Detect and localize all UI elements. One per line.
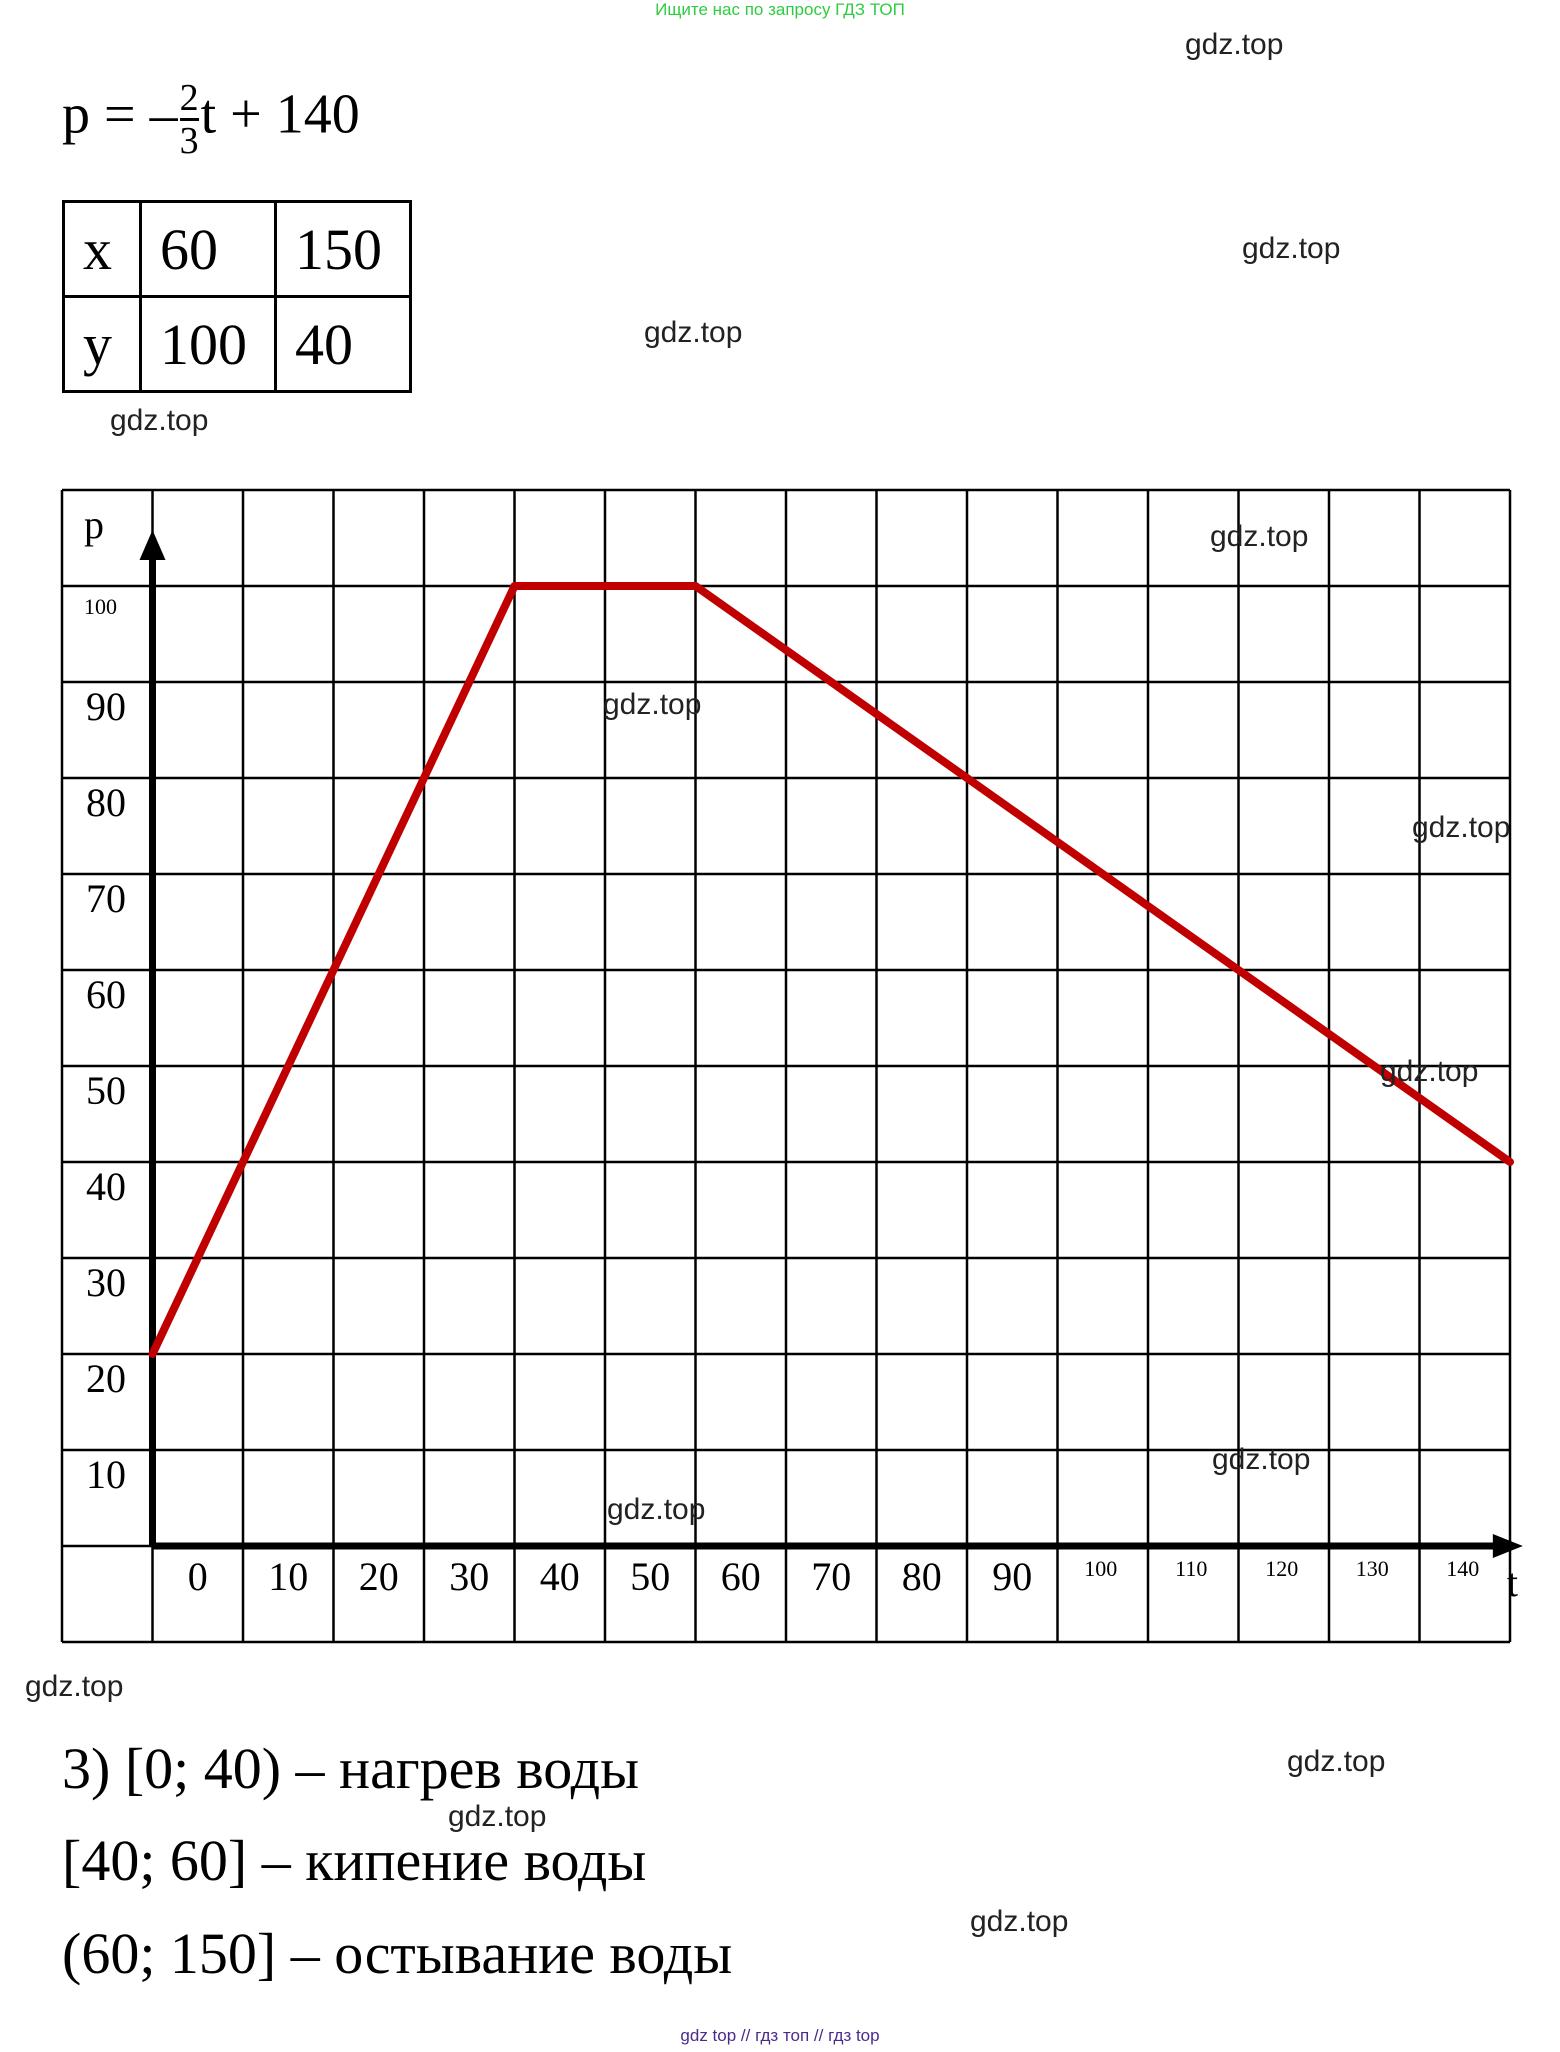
data-point <box>514 585 516 587</box>
formula-rhs: t + 140 <box>200 83 360 146</box>
table-cell: 150 <box>276 202 411 297</box>
x-tick-label: 140 <box>1446 1556 1480 1581</box>
x-tick-label: 70 <box>811 1554 852 1599</box>
x-tick-label: 90 <box>992 1554 1033 1599</box>
table-cell: 40 <box>276 297 411 392</box>
y-tick-label: 70 <box>86 876 126 921</box>
x-tick-label: 130 <box>1355 1556 1389 1581</box>
watermark: gdz.top <box>110 404 209 437</box>
y-tick-label: 100 <box>84 594 117 619</box>
watermark: gdz.top <box>970 1905 1069 1938</box>
table-cell: 100 <box>141 297 276 392</box>
watermark: gdz.top <box>448 1800 547 1833</box>
watermark: gdz.top <box>1212 1443 1311 1476</box>
y-tick-label: 10 <box>86 1452 126 1497</box>
table-cell: 60 <box>141 202 276 297</box>
watermark: gdz.top <box>607 1493 706 1526</box>
watermark: gdz.top <box>1210 520 1309 553</box>
table-cell: y <box>64 297 141 392</box>
y-tick-label: 30 <box>86 1260 126 1305</box>
data-point <box>152 1353 154 1355</box>
x-tick-label: 110 <box>1175 1556 1208 1581</box>
watermark: gdz.top <box>1380 1055 1479 1088</box>
x-tick-label: 60 <box>720 1554 761 1599</box>
watermark: gdz.top <box>644 316 743 349</box>
x-tick-label: 40 <box>539 1554 580 1599</box>
x-tick-label: 80 <box>901 1554 942 1599</box>
x-tick-label: 50 <box>630 1554 671 1599</box>
formula-minus: – <box>149 83 178 146</box>
data-point <box>695 585 697 587</box>
watermark: gdz.top <box>1412 811 1511 844</box>
y-tick-label: 60 <box>86 972 126 1017</box>
y-tick-label: 90 <box>86 684 126 729</box>
top-banner: Ищите нас по запросу ГДЗ ТОП <box>655 0 905 19</box>
y-tick-label: 50 <box>86 1068 126 1113</box>
y-tick-label: 20 <box>86 1356 126 1401</box>
x-tick-label: 30 <box>449 1554 490 1599</box>
data-point <box>1509 1161 1511 1163</box>
x-tick-label: 20 <box>358 1554 399 1599</box>
y-tick-label: 40 <box>86 1164 126 1209</box>
watermark: gdz.top <box>1242 232 1341 265</box>
table-cell: x <box>64 202 141 297</box>
watermark: gdz.top <box>25 1670 124 1703</box>
x-axis-arrow <box>1493 1534 1523 1558</box>
formula-lhs: p = <box>62 83 150 146</box>
formula-denominator: 3 <box>179 120 199 162</box>
y-tick-label: 80 <box>86 780 126 825</box>
answer-line: 3) [0; 40) – нагрев воды <box>62 1736 640 1801</box>
x-tick-label: 120 <box>1265 1556 1299 1581</box>
y-axis-arrow <box>140 530 166 560</box>
answer-line: [40; 60] – кипение воды <box>62 1828 647 1893</box>
x-axis-label: t <box>1506 1560 1518 1605</box>
footer-banner: gdz top // гдз топ // гдз top <box>680 2026 880 2045</box>
x-tick-label: 100 <box>1084 1556 1118 1581</box>
watermark: gdz.top <box>1287 1745 1386 1778</box>
answer-line: (60; 150] – остывание воды <box>62 1921 733 1986</box>
formula-numerator: 2 <box>179 77 199 119</box>
x-tick-label: 10 <box>268 1554 309 1599</box>
watermark: gdz.top <box>603 688 702 721</box>
watermark: gdz.top <box>1185 28 1284 61</box>
x-tick-label: 0 <box>187 1554 208 1599</box>
y-axis-label: p <box>84 502 104 547</box>
